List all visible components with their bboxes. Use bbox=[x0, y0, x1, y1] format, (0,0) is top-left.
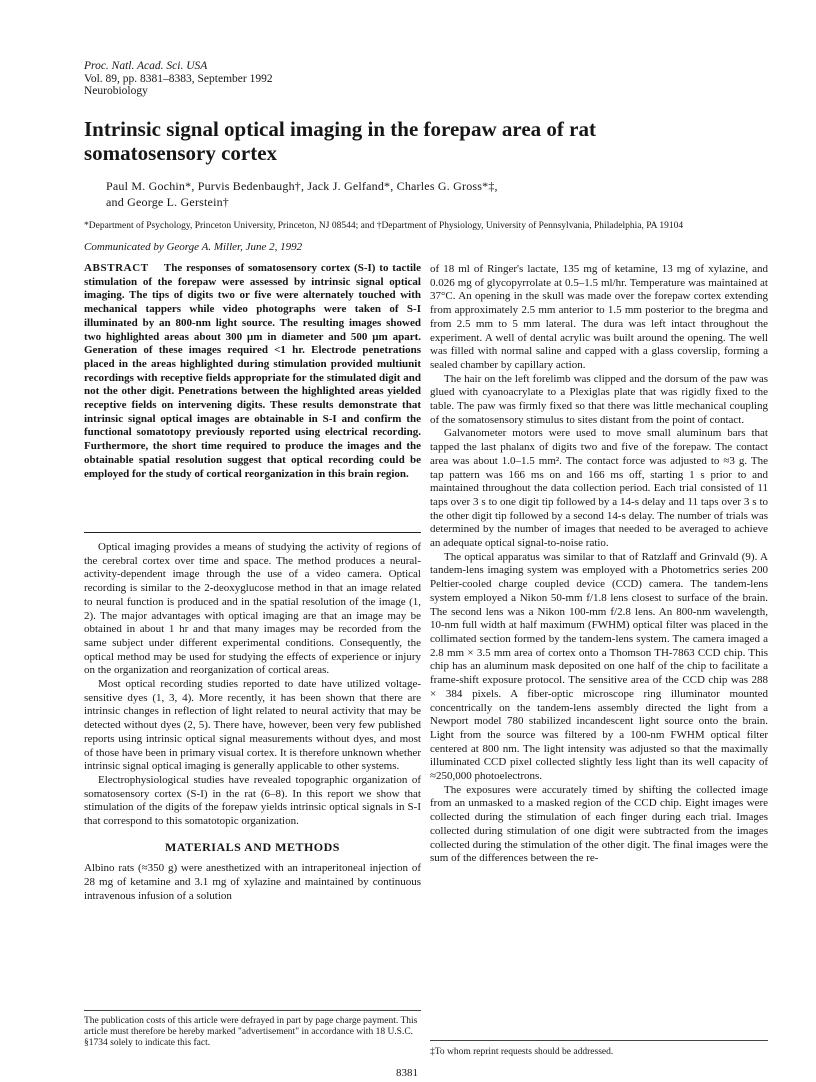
right-paragraph-5: The exposures were accurately timed by shifting the collected image from an unmasked to a masked region of the CCD chip. Eight images were collected during the stimulation of each finger during each trial. Images collected during stimulation of one digit were subtracted from the images collected during the stimulation of the other digit. The final images were the sum of the differences between the re- bbox=[430, 783, 768, 865]
abstract bbox=[84, 262, 421, 481]
intro-paragraph-3: Electrophysiological studies have revealed topographic organization of somatosensory cortex (S-I) in the rat (6–8). In this report we show that stimulation of the digits of the forepaw yields intrinsic optical signals in S-I that correspond to this somatotopic organization. bbox=[84, 773, 421, 828]
page-number: 8381 bbox=[396, 1067, 418, 1079]
right-paragraph-3: Galvanometer motors were used to move small aluminum bars that tapped the last phalanx of digits two and five of the forepaw. The contact area was about 1.0–1.5 mm². The contact force was adjusted to ≈3 g. The tap pattern was 166 ms on and 166 ms off, starting 1 s prior to and maintained throughout the data collection period. Each trial consisted of 11 taps over 3 s to one digit tip followed by a 14-s delay and 11 taps over 3 s to the other digit tip followed by a second 14-s delay. The number of trials was determined by the number of images that needed to be averaged to achieve an adequate optical signal-to-noise ratio. bbox=[430, 427, 768, 550]
section-heading-methods: MATERIALS AND METHODS bbox=[165, 839, 340, 854]
authors-line-1: Paul M. Gochin*, Purvis Bedenbaugh†, Jack J. Gelfand*, Charles G. Gross*‡, bbox=[106, 179, 498, 193]
journal-name: Proc. Natl. Acad. Sci. USA bbox=[84, 60, 208, 72]
right-column bbox=[430, 263, 768, 866]
journal-volume: Vol. 89, pp. 8381–8383, September 1992 bbox=[84, 72, 273, 85]
author-list bbox=[106, 178, 746, 210]
methods-paragraph-1: Albino rats (≈350 g) were anesthetized with an intraperitoneal injection of 28 mg of ketamine and 3.1 mg of xylazine and maintained by continuous intravenous infusion of a solution bbox=[84, 862, 421, 902]
abstract-text: The responses of somatosensory cortex (S-I) to tactile stimulation of the forepaw were assessed by intrinsic signal optical imaging. The tips of digits two or five were alternately touched with mechanical tappers while video photographs were taken of S-I illuminated by an 800-nm light source. The resulting images showed two highlighted areas about 300 μm in diameter and 500 μm apart. Generation of these images required <1 hr. Electrode penetrations placed in the areas highlighted during stimulation provided multiunit recordings with receptive fields appropriate for the stimulated digit and not the other digit. Penetrations between the highlighted areas yielded receptive fields on intervening digits. These results demonstrate that intrinsic signal optical images are obtainable in S-I and confirm the functional somatotopy previously reported using electrical recording. Furthermore, the short time required to produce the images and the obtainable spatial resolution suggest that optical recording could be employed for the study of cortical reorganization in this brain region. bbox=[84, 262, 421, 480]
right-paragraph-1: of 18 ml of Ringer's lactate, 135 mg of ketamine, 13 mg of xylazine, and 0.026 mg of glycopyrrolate at 0.5–1.5 ml/hr. Temperature was maintained at 37°C. An opening in the skull was made over the forepaw cortex extending from approximately 2.5 mm anterior to 1.5 mm posterior to the bregma and from 2.5 mm to 5 mm lateral. The dura was left intact throughout the experiment. A well of dental acrylic was built around the opening. The well was filled with normal saline and capped with a glass coverslip, forming a sealed chamber by capillary action. bbox=[430, 263, 768, 371]
publication-cost-footnote: The publication costs of this article were defrayed in part by page charge payment. This article must therefore be hereby marked "advertisement" in accordance with 18 U.S.C. §1734 solely to indicate this fact. bbox=[84, 1016, 418, 1048]
journal-header bbox=[84, 60, 273, 98]
footnote-divider-left bbox=[84, 1010, 421, 1011]
reprint-footnote: ‡To whom reprint requests should be addressed. bbox=[430, 1047, 614, 1057]
journal-section: Neurobiology bbox=[84, 85, 148, 97]
intro-paragraph-2: Most optical recording studies reported to date have utilized voltage-sensitive dyes (1, 3, 4). More recently, it has been shown that there are intrinsic changes in reflection of light related to neural activity that may be detected without dyes (2, 5). There have, however, been very few published reports using intrinsic optical signal measurements without dyes, and most of those have been in primary visual cortex. It is therefore unknown whether intrinsic signal optical imaging is generally applicable to other systems. bbox=[84, 678, 421, 773]
article-title: Intrinsic signal optical imaging in the forepaw area of rat somatosensory cortex bbox=[84, 117, 596, 165]
communicated-by: Communicated by George A. Miller, June 2, 1992 bbox=[84, 241, 303, 253]
authors-line-2: and George L. Gerstein† bbox=[106, 195, 230, 209]
affiliations: *Department of Psychology, Princeton University, Princeton, NJ 08544; and †Department of Physiology, University of Pennsylvania, Philadelphia, PA 19104 bbox=[84, 221, 684, 231]
intro-paragraph-1: Optical imaging provides a means of studying the activity of regions of the cerebral cortex over time and space. The method produces a neural-activity-dependent image through the use of a video camera. Optical recording is similar to the 2-deoxyglucose method in that an image related to neural function is produced and in the spatial resolution of the image (1, 2). The major advantages with optical imaging are that an image may be obtained in about 1 hr and that many images may be recorded from the same subject under different experimental conditions. Consequently, the optical method may be used for studying the effects of experience or injury on the organization and reorganization of cortical areas. bbox=[84, 541, 421, 677]
left-column bbox=[84, 541, 421, 904]
right-paragraph-4: The optical apparatus was similar to that of Ratzlaff and Grinvald (9). A tandem-lens imaging system was employed with a Photometrics series 200 Peltier-cooled charge coupled device (CCD) camera. The tandem-lens system employed a Nikon 50-mm f/1.8 lens closest to surface of the brain. The second lens was a Nikon 100-mm f/2.8 lens. An 800-nm wavelength, 10-nm full width at half maximum (FWHM) optical filter was placed in the collimated section formed by the tandem-lens system. The camera imaged a 2.8 mm × 3.5 mm area of cortex onto a Thomson TH-7863 CCD chip. This chip has an aluminum mask deposited on one half of the chip to facilitate a frame-shift exposure protocol. The sensitive area of the CCD chip was 288 × 384 pixels. A fiber-optic microscope ring illuminator mounted concentrically on the tandem-lens assembly directed the light from a Newport model 780 stabilized incandescent light source onto the brain. Light from the source was filtered by a 100-nm FWHM optical filter centered at 800 nm. The light intensity was adjusted so that the maximally illuminated CCD pixel collected slightly less light than its well capacity of ≈250,000 photoelectrons. bbox=[430, 550, 768, 783]
abstract-divider bbox=[84, 532, 421, 533]
right-paragraph-2: The hair on the left forelimb was clipped and the dorsum of the paw was glued with cyanoacrylate to a Plexiglas plate that was rigidly fixed to the table. The paw was firmly fixed so that there was little mechanical coupling of the somatosensory stimulus to sites distant from the point of contact. bbox=[430, 372, 768, 426]
abstract-label: ABSTRACT bbox=[84, 262, 149, 274]
footnote-divider-right bbox=[430, 1040, 768, 1041]
